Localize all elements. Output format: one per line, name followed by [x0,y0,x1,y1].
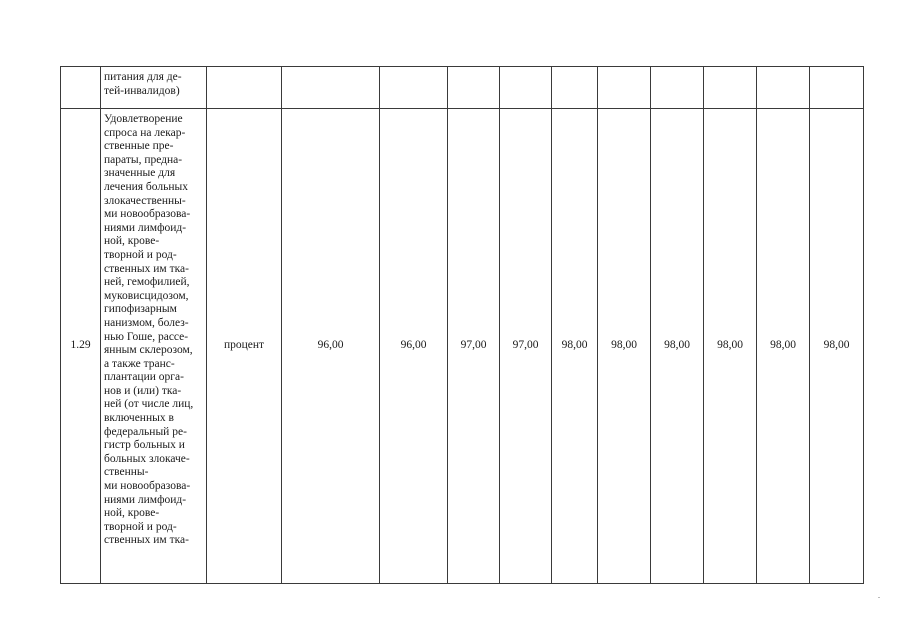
value-cell [282,67,380,109]
unit-cell: процент [207,109,282,584]
value-cell: 97,00 [500,109,552,584]
row-number: 1.29 [61,109,101,584]
value-cell [500,67,552,109]
table-row [61,109,864,584]
value-cell [598,67,651,109]
value-cell: 98,00 [651,109,704,584]
value-cell: 98,00 [598,109,651,584]
value-cell: 96,00 [380,109,448,584]
value-cell [704,67,757,109]
row-number [61,67,101,109]
scan-speck [878,597,880,598]
value-cell [380,67,448,109]
value-cell [552,67,598,109]
indicator-table [60,66,864,584]
value-cell: 97,00 [448,109,500,584]
value-cell [651,67,704,109]
value-cell [448,67,500,109]
value-cell: 98,00 [552,109,598,584]
indicator-description: Удовлетворение спроса на лекар- ственные пре- параты, предна- значенные для лечения больных злокачественны- ми новообразова- ниями лимфоид- ной, крове- творной и род- ственных им тка- ней, гемофилией, муковисцидозом, гипофизарным нанизмом, болез- нью Гоше, рассе- янным склерозом, а также транс- плантации орга- нов и (или) тка- ней (от числе лиц, включенных в федеральный ре- гистр больных и больных злокаче- ственны- ми новообразова- ниями лимфоид- ной, крове- творной и род- ственных им тка- [101,109,207,584]
value-cell: 96,00 [282,109,380,584]
indicator-description: питания для де- тей-инвалидов) [101,67,207,109]
value-cell [757,67,810,109]
value-cell: 98,00 [757,109,810,584]
value-cell [810,67,864,109]
value-cell: 98,00 [810,109,864,584]
table-row [61,67,864,109]
value-cell: 98,00 [704,109,757,584]
unit-cell [207,67,282,109]
